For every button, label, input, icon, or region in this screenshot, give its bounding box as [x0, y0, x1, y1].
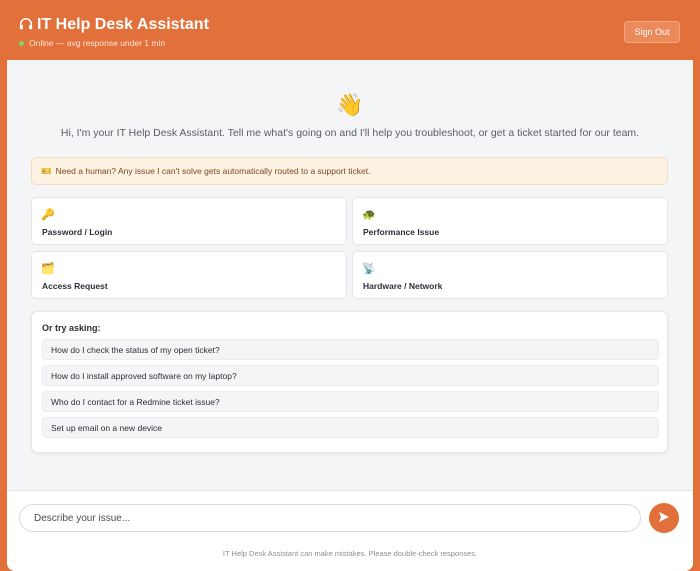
- notice-text: Need a human? Any issue I can't solve gets automatically routed to a support ticket.: [55, 166, 371, 176]
- headphones-icon: [19, 17, 33, 34]
- category-label: Password / Login: [42, 227, 113, 237]
- suggestion-item[interactable]: How do I check the status of my open ticket?: [42, 339, 659, 360]
- app-title: [19, 16, 209, 34]
- human-handoff-notice: [31, 157, 668, 185]
- issue-input[interactable]: [19, 504, 641, 532]
- ticket-icon: 🎫: [41, 165, 52, 176]
- online-dot-icon: [19, 41, 24, 46]
- app-title-text: IT Help Desk Assistant: [37, 16, 209, 33]
- category-password-login[interactable]: [31, 197, 347, 245]
- header-bar: [7, 0, 693, 60]
- suggestion-item[interactable]: Who do I contact for a Redmine ticket issue?: [42, 391, 659, 412]
- key-icon: 🔑: [41, 209, 55, 221]
- folder-icon: 🗂️: [41, 263, 55, 275]
- turtle-icon: 🐢: [362, 209, 376, 221]
- category-performance-issue[interactable]: [352, 197, 668, 245]
- chat-area: [7, 60, 693, 490]
- suggestion-item[interactable]: How do I install approved software on my laptop?: [42, 365, 659, 386]
- category-hardware-network[interactable]: [352, 251, 668, 299]
- category-label: Hardware / Network: [363, 281, 443, 291]
- category-label: Access Request: [42, 281, 108, 291]
- suggestions-panel: [31, 311, 668, 453]
- wave-emoji-icon: 👋: [336, 92, 364, 117]
- satellite-icon: 📡: [362, 263, 376, 275]
- app-window: [7, 0, 693, 571]
- status-text: Online — avg response under 1 min: [29, 38, 166, 48]
- send-button[interactable]: [649, 503, 679, 533]
- category-label: Performance Issue: [363, 227, 440, 237]
- online-status: [19, 38, 165, 48]
- composer-bar: [7, 490, 693, 571]
- send-icon: [658, 511, 670, 526]
- category-access-request[interactable]: [31, 251, 347, 299]
- intro-message: Hi, I'm your IT Help Desk Assistant. Tell me what's going on and I'll help you troubleshoot, or get a ticket started for our team.: [60, 127, 640, 139]
- disclaimer-text: IT Help Desk Assistant can make mistakes. Please double-check responses.: [222, 549, 478, 558]
- sign-out-button[interactable]: Sign Out: [624, 21, 680, 43]
- suggestions-heading: Or try asking:: [42, 323, 101, 333]
- suggestion-item[interactable]: Set up email on a new device: [42, 417, 659, 438]
